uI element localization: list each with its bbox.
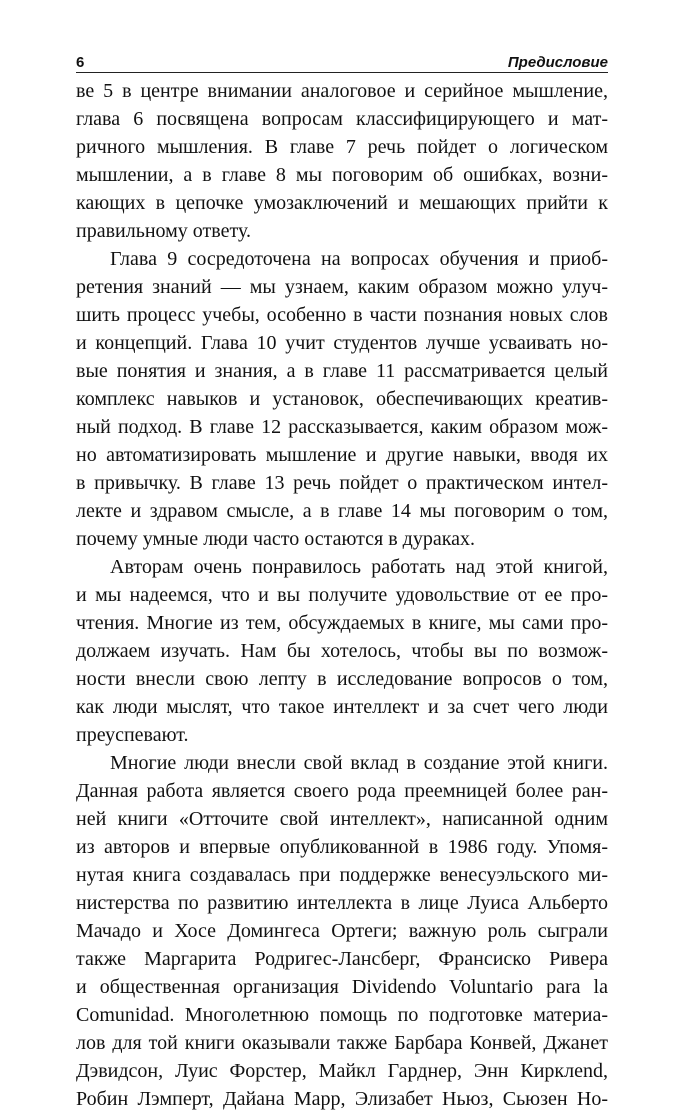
text-line: Comunidad. Многолетнюю помощь по подготовке материа-	[76, 1004, 608, 1026]
text-line: мышлении, а в главе 8 мы поговорим об ошибках, возни-	[76, 164, 608, 186]
text-line: ности внесли свою лепту в исследование вопросов о том,	[76, 668, 608, 690]
text-line: но автоматизировать мышление и другие навыки, вводя их	[76, 444, 608, 466]
text-line: Авторам очень понравилось работать над этой книгой,	[110, 556, 608, 578]
running-header	[76, 50, 608, 73]
section-title: Предисловие	[507, 54, 608, 71]
page-number: 6	[76, 54, 85, 71]
paragraph	[76, 77, 608, 245]
text-line: комплекс навыков и установок, обеспечивающих креатив-	[76, 388, 608, 410]
text-line: и общественная организация Dividendo Voluntario para la	[76, 976, 608, 998]
text-line: как люди мыслят, что такое интеллект и за счет чего люди	[76, 696, 608, 718]
text-line: правильному ответу.	[76, 220, 251, 242]
text-line: шить процесс учебы, особенно в части познания новых слов	[76, 304, 608, 326]
text-line: в привычку. В главе 13 речь пойдет о практическом интел-	[76, 472, 608, 494]
text-line: ней книги «Отточите свой интеллект», написанной одним	[76, 808, 608, 830]
text-line: Мачадо и Хосе Домингеса Ортеги; важную роль сыграли	[76, 920, 608, 942]
text-line: Данная работа является своего рода преемницей более ран-	[76, 780, 608, 802]
text-line: глава 6 посвящена вопросам классифицирующего и мат-	[76, 108, 608, 130]
text-line: ве 5 в центре внимании аналоговое и серийное мышление,	[76, 80, 608, 102]
body-text	[76, 77, 608, 1113]
text-line: ный подход. В главе 12 рассказывается, каким образом мож-	[76, 416, 608, 438]
text-line: нистерства по развитию интеллекта в лице Луиса Альберто	[76, 892, 608, 914]
text-line: Дэвидсон, Луис Форстер, Майкл Гарднер, Энн Кирклend,	[76, 1060, 608, 1082]
text-line: Многие люди внесли свой вклад в создание этой книги.	[110, 752, 608, 774]
text-line: вые понятия и знания, а в главе 11 рассматривается целый	[76, 360, 608, 382]
text-line: преуспевают.	[76, 724, 189, 746]
text-line: нутая книга создавалась при поддержке венесуэльского ми-	[76, 864, 608, 886]
text-line: лекте и здравом смысле, а в главе 14 мы поговорим о том,	[76, 500, 608, 522]
text-line: лов для той книги оказывали также Барбара Конвей, Джанет	[76, 1032, 608, 1054]
text-line: почему умные люди часто остаются в дураках.	[76, 528, 476, 550]
text-line: Робин Лэмперт, Дайана Марр, Элизабет Ньюз, Сьюзен Но-	[76, 1088, 608, 1110]
text-line: также Маргарита Родригес-Лансберг, Франсиско Ривера	[76, 948, 608, 970]
text-line: и мы надеемся, что и вы получите удовольствие от ее про-	[76, 584, 608, 606]
text-line: ричного мышления. В главе 7 речь пойдет о логическом	[76, 136, 608, 158]
text-line: из авторов и впервые опубликованной в 1986 году. Упомя-	[76, 836, 608, 858]
text-line: ретения знаний — мы узнаем, каким образом можно улуч-	[76, 276, 608, 298]
text-line: должаем изучать. Нам бы хотелось, чтобы вы по возмож-	[76, 640, 608, 662]
paragraph	[76, 245, 608, 553]
text-line: Глава 9 сосредоточена на вопросах обучения и приоб-	[110, 248, 608, 270]
text-line: и концепций. Глава 10 учит студентов лучше усваивать но-	[76, 332, 608, 354]
paragraph	[76, 553, 608, 749]
text-line: кающих в цепочке умозаключений и мешающих прийти к	[76, 192, 608, 214]
paragraph	[76, 749, 608, 1113]
text-line: чтения. Многие из тем, обсуждаемых в книге, мы сами про-	[76, 612, 608, 634]
